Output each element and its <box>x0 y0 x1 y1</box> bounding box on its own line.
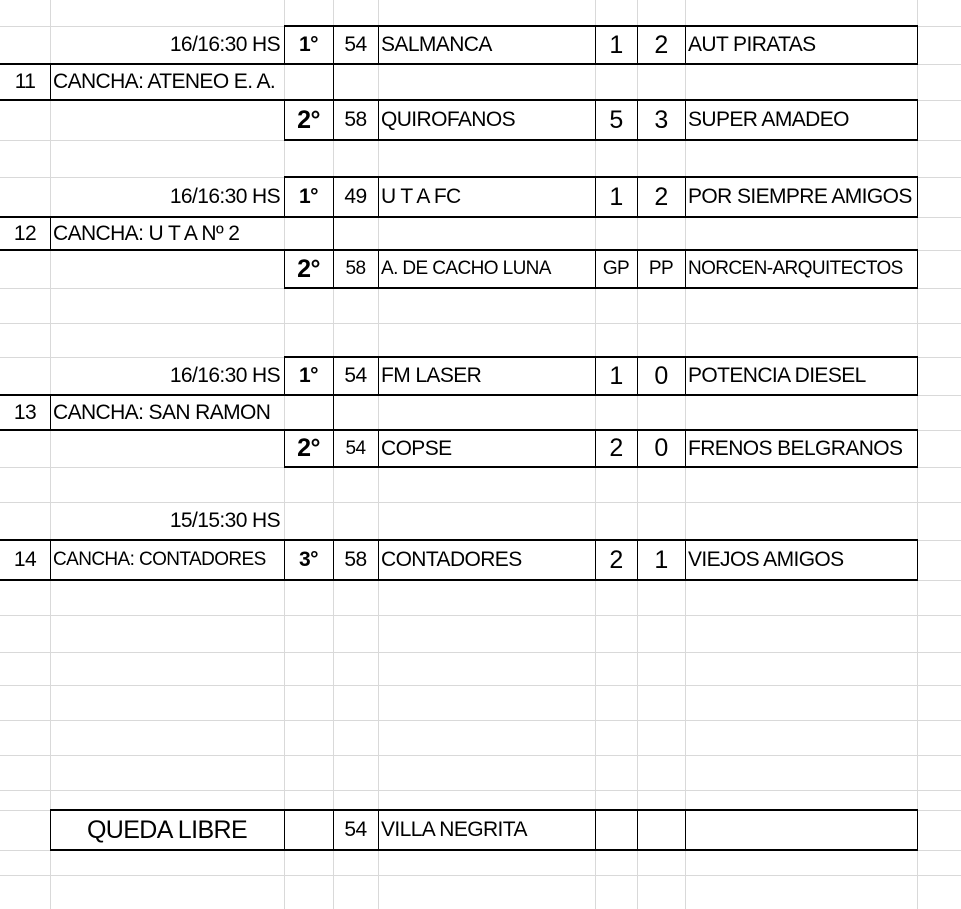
cell-border <box>284 540 285 580</box>
away-score[interactable]: 1 <box>654 545 668 574</box>
cell-border <box>685 100 686 140</box>
away-team[interactable]: SUPER AMADEO <box>688 108 849 131</box>
cell-border <box>333 217 334 288</box>
home-score[interactable]: 1 <box>609 182 623 211</box>
cell-border <box>595 540 596 580</box>
libre-team[interactable]: VILLA NEGRITA <box>381 818 527 841</box>
row-border-top <box>284 429 918 431</box>
cell-border <box>637 540 638 580</box>
cell-border <box>378 430 379 467</box>
cell-border <box>595 250 596 288</box>
cell-border <box>50 395 51 430</box>
row-border-bottom <box>284 466 918 468</box>
cell-border <box>284 250 285 288</box>
away-team[interactable]: FRENOS BELGRANOS <box>688 436 903 460</box>
cell-border <box>685 810 686 850</box>
home-score[interactable]: GP <box>602 258 630 279</box>
row-border-bottom <box>284 63 918 65</box>
gridline-horizontal <box>0 790 961 791</box>
away-team[interactable]: POTENCIA DIESEL <box>688 364 866 387</box>
cell-border <box>378 26 379 64</box>
cell-border <box>917 357 918 395</box>
home-team[interactable]: A. DE CACHO LUNA <box>381 258 551 279</box>
cell-border <box>595 26 596 64</box>
home-team[interactable]: CONTADORES <box>381 548 522 571</box>
row-border-top <box>0 539 918 541</box>
cell-border <box>333 395 334 467</box>
match-number[interactable]: 13 <box>13 400 37 424</box>
away-score[interactable]: 2 <box>654 182 668 211</box>
cell-border <box>333 357 334 395</box>
cell-border <box>685 26 686 64</box>
away-team[interactable]: VIEJOS AMIGOS <box>688 548 844 571</box>
cell-border <box>378 540 379 580</box>
leg-number[interactable]: 2° <box>297 254 320 283</box>
row-border-top <box>284 25 918 27</box>
match-cancha[interactable]: CANCHA: SAN RAMON <box>53 400 271 424</box>
cell-border <box>50 810 51 850</box>
cell-border <box>50 64 51 100</box>
home-score[interactable]: 2 <box>609 545 623 574</box>
cell-border <box>595 177 596 217</box>
leg-number[interactable]: 2° <box>297 105 320 134</box>
cell-border <box>378 357 379 395</box>
away-team[interactable]: AUT PIRATAS <box>688 33 816 56</box>
leg-number[interactable]: 2° <box>297 434 320 462</box>
away-score[interactable]: 0 <box>654 434 668 462</box>
cell-border <box>378 100 379 140</box>
category[interactable]: 49 <box>344 185 367 208</box>
gridline-horizontal <box>0 685 961 686</box>
row-border-top <box>284 99 918 101</box>
cell-border <box>50 540 51 580</box>
category[interactable]: 58 <box>344 548 367 571</box>
match-number[interactable]: 11 <box>14 70 36 93</box>
home-team[interactable]: U T A FC <box>381 185 461 208</box>
row-border-bottom <box>284 139 918 141</box>
leg-number[interactable]: 3° <box>299 548 318 571</box>
category[interactable]: 54 <box>344 364 367 387</box>
cell-border <box>333 177 334 217</box>
cell-border <box>333 26 334 64</box>
home-score[interactable]: 5 <box>609 105 623 134</box>
cell-border <box>917 177 918 217</box>
cell-border <box>685 250 686 288</box>
cell-border <box>333 540 334 580</box>
category[interactable]: 54 <box>345 437 366 459</box>
category[interactable]: 58 <box>344 108 367 131</box>
cell-border <box>284 810 285 850</box>
away-team[interactable]: POR SIEMPRE AMIGOS <box>688 185 912 208</box>
cell-border <box>378 177 379 217</box>
cell-border <box>284 177 285 217</box>
row-border-bottom <box>284 216 918 218</box>
away-score[interactable]: 2 <box>654 30 668 59</box>
gridline-horizontal <box>0 875 961 876</box>
cell-border <box>917 100 918 140</box>
cell-border <box>917 810 918 850</box>
cell-border <box>50 217 51 250</box>
cell-border <box>637 810 638 850</box>
home-score[interactable]: 1 <box>609 30 623 59</box>
leg-number[interactable]: 1° <box>299 33 318 56</box>
match-time[interactable]: 16/16:30 HS <box>169 185 280 208</box>
gridline-horizontal <box>0 615 961 616</box>
gridline-horizontal <box>0 755 961 756</box>
cell-border <box>685 430 686 467</box>
home-team[interactable]: QUIROFANOS <box>381 108 516 131</box>
cell-border <box>333 64 334 140</box>
row-border-bottom <box>284 287 918 289</box>
gridline-vertical <box>50 0 51 909</box>
match-number[interactable]: 12 <box>13 221 37 245</box>
away-score[interactable]: 3 <box>654 105 668 134</box>
cell-border <box>595 357 596 395</box>
home-team[interactable]: COPSE <box>381 436 452 460</box>
row-border-bottom <box>284 394 918 396</box>
cell-border <box>333 810 334 850</box>
cell-border <box>637 430 638 467</box>
libre-category[interactable]: 54 <box>344 818 367 841</box>
cell-border <box>637 357 638 395</box>
libre-border-bottom <box>50 849 918 851</box>
match-number[interactable]: 14 <box>13 548 37 571</box>
match-cancha[interactable]: CANCHA: CONTADORES <box>53 549 266 570</box>
cell-border <box>378 250 379 288</box>
away-team[interactable]: NORCEN-ARQUITECTOS <box>688 258 903 279</box>
home-team[interactable]: SALMANCA <box>381 33 492 56</box>
cell-border <box>685 357 686 395</box>
libre-border-top <box>50 809 918 811</box>
match-cancha[interactable]: CANCHA: ATENEO E. A. <box>53 70 276 93</box>
match-cancha[interactable]: CANCHA: U T A Nº 2 <box>53 221 240 245</box>
away-score[interactable]: PP <box>648 258 674 279</box>
cell-border <box>917 250 918 288</box>
match-time[interactable]: 16/16:30 HS <box>169 33 280 56</box>
category[interactable]: 54 <box>344 33 367 56</box>
cell-border <box>637 26 638 64</box>
cell-border <box>917 430 918 467</box>
cell-border <box>685 540 686 580</box>
cell-border <box>284 430 285 467</box>
match-time[interactable]: 15/15:30 HS <box>169 509 280 532</box>
cell-border <box>595 100 596 140</box>
leg-number[interactable]: 1° <box>299 364 318 387</box>
cell-border <box>378 810 379 850</box>
away-score[interactable]: 0 <box>654 361 668 390</box>
libre-label[interactable]: QUEDA LIBRE <box>86 815 248 844</box>
cell-border <box>917 26 918 64</box>
cell-border <box>637 250 638 288</box>
gridline-horizontal <box>0 720 961 721</box>
home-team[interactable]: FM LASER <box>381 364 482 387</box>
row-border-top <box>284 249 918 251</box>
cell-border <box>595 430 596 467</box>
home-score[interactable]: 2 <box>609 434 623 462</box>
match-time[interactable]: 16/16:30 HS <box>169 364 280 387</box>
row-border-top <box>284 356 918 358</box>
cell-border <box>685 177 686 217</box>
cell-border <box>917 540 918 580</box>
home-score[interactable]: 1 <box>609 361 623 390</box>
cell-border <box>284 26 285 64</box>
row-border-top <box>284 176 918 178</box>
row-border-bottom <box>0 579 918 581</box>
gridline-horizontal <box>0 323 961 324</box>
cell-border <box>637 100 638 140</box>
cell-border <box>595 810 596 850</box>
gridline-horizontal <box>0 652 961 653</box>
cell-border <box>637 177 638 217</box>
category[interactable]: 58 <box>345 258 366 279</box>
cell-border <box>284 100 285 140</box>
cell-border <box>284 357 285 395</box>
leg-number[interactable]: 1° <box>299 185 318 208</box>
